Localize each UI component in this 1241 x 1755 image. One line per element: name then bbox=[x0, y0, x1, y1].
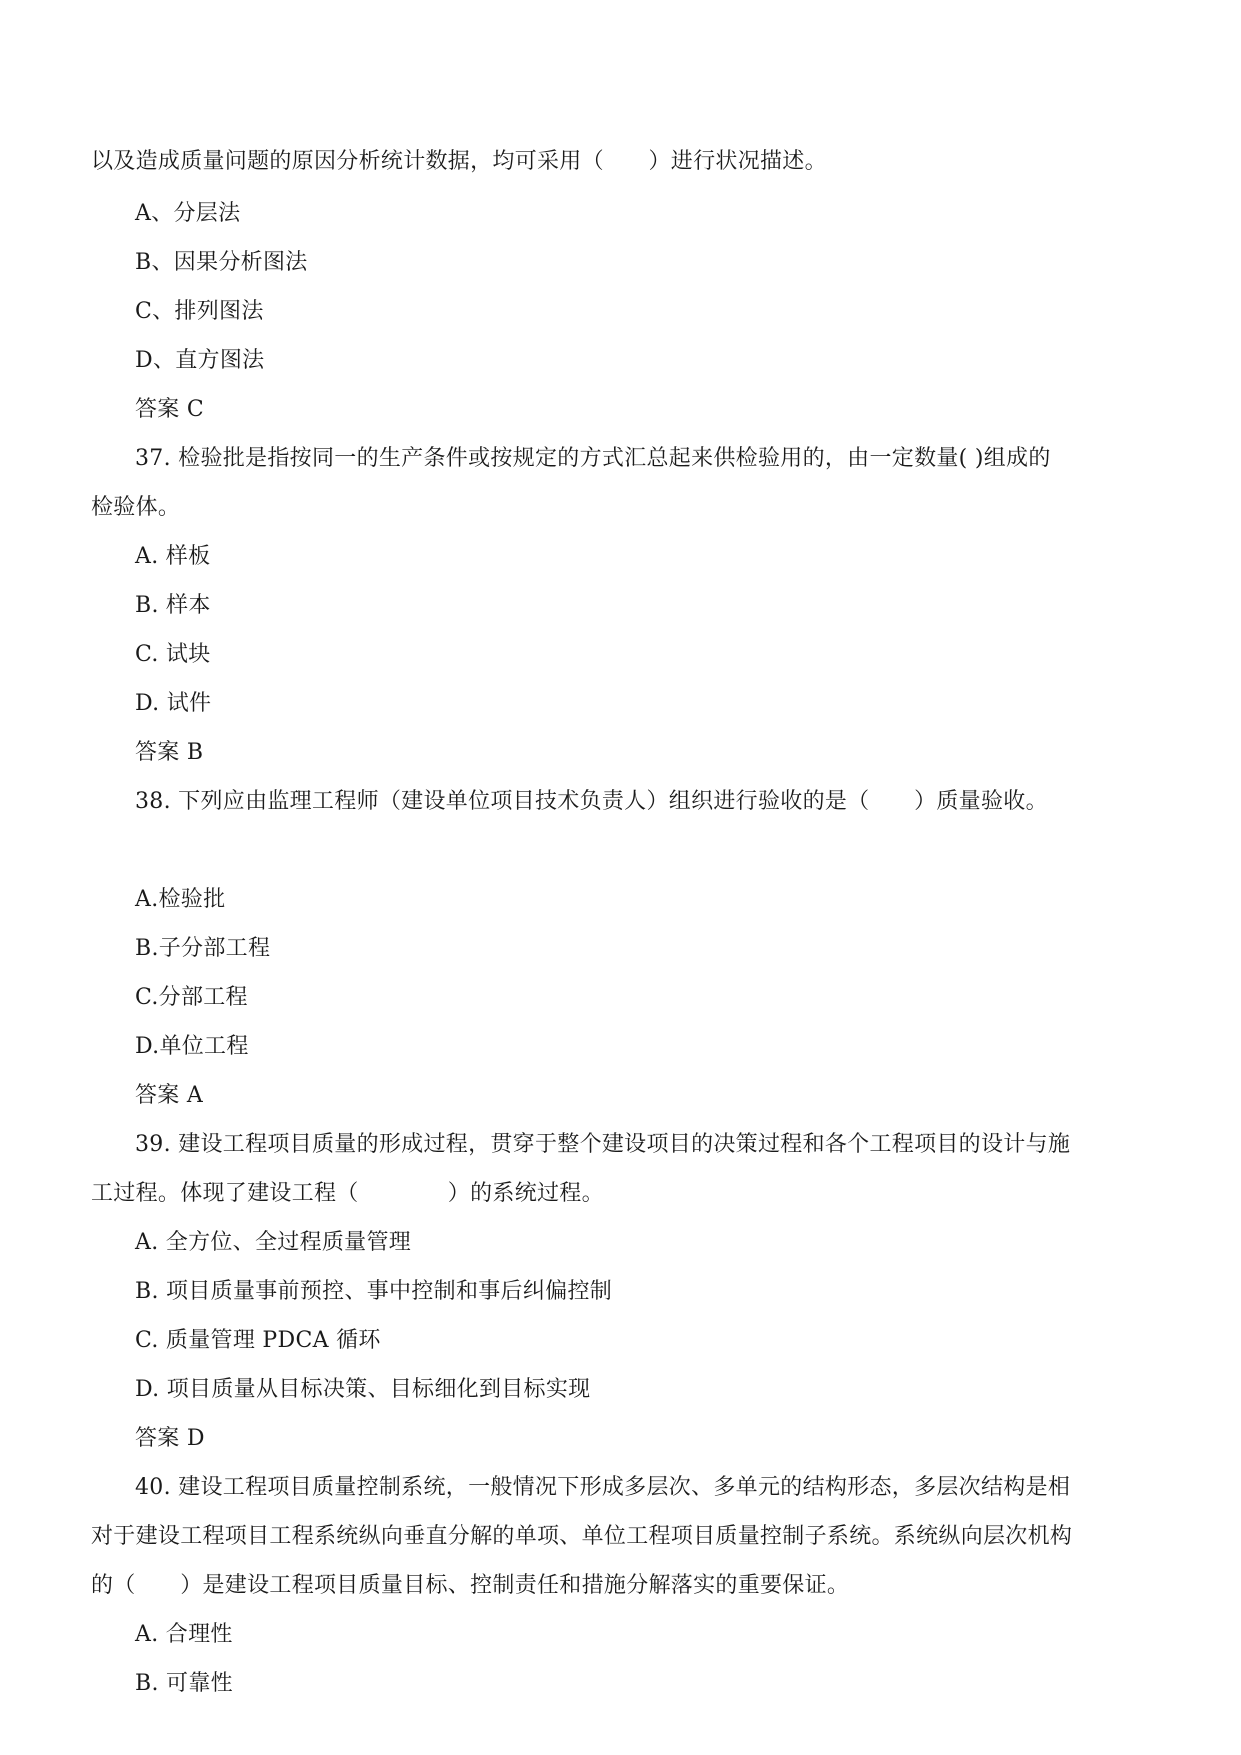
text-line: C、排列图法 bbox=[135, 299, 264, 324]
text-line: A. 全方位、全过程质量管理 bbox=[135, 1230, 412, 1255]
text-line: 工过程。体现了建设工程（ ）的系统过程。 bbox=[91, 1181, 604, 1206]
text-line: 答案 B bbox=[135, 740, 204, 765]
text-line: A. 样板 bbox=[135, 544, 211, 569]
text-line: 39. 建设工程项目质量的形成过程，贯穿于整个建设项目的决策过程和各个工程项目的设计与施 bbox=[135, 1132, 1071, 1157]
text-line: D.单位工程 bbox=[135, 1034, 249, 1059]
text-line: C.分部工程 bbox=[135, 985, 248, 1010]
text-line: D、直方图法 bbox=[135, 348, 265, 373]
text-line: B. 可靠性 bbox=[135, 1671, 233, 1696]
text-line: C. 质量管理 PDCA 循环 bbox=[135, 1328, 381, 1353]
text-line: 检验体。 bbox=[91, 495, 181, 520]
text-line: 40. 建设工程项目质量控制系统，一般情况下形成多层次、多单元的结构形态，多层次结构是相 bbox=[135, 1475, 1071, 1500]
text-line: D. 项目质量从目标决策、目标细化到目标实现 bbox=[135, 1377, 591, 1402]
text-line: 以及造成质量问题的原因分析统计数据，均可采用（ ）进行状况描述。 bbox=[91, 149, 827, 174]
text-line: A、分层法 bbox=[135, 201, 241, 226]
text-line: B.子分部工程 bbox=[135, 936, 271, 961]
text-line: B. 项目质量事前预控、事中控制和事后纠偏控制 bbox=[135, 1279, 613, 1304]
text-line: 答案 A bbox=[135, 1083, 204, 1108]
text-line: A. 合理性 bbox=[135, 1622, 233, 1647]
text-line: 38. 下列应由监理工程师（建设单位项目技术负责人）组织进行验收的是（ ）质量验收。 bbox=[135, 789, 1048, 814]
text-line: A.检验批 bbox=[135, 887, 226, 912]
text-line: 的（ ）是建设工程项目质量目标、控制责任和措施分解落实的重要保证。 bbox=[91, 1573, 850, 1598]
text-line: 对于建设工程项目工程系统纵向垂直分解的单项、单位工程项目质量控制子系统。系统纵向层次机构 bbox=[91, 1524, 1073, 1549]
text-line: 37. 检验批是指按同一的生产条件或按规定的方式汇总起来供检验用的，由一定数量( )组成的 bbox=[135, 446, 1051, 471]
text-line: 答案 C bbox=[135, 397, 205, 422]
text-line: B. 样本 bbox=[135, 593, 211, 618]
text-line: 答案 D bbox=[135, 1426, 205, 1451]
text-line: D. 试件 bbox=[135, 691, 212, 716]
text-line: B、因果分析图法 bbox=[135, 250, 308, 275]
text-line: C. 试块 bbox=[135, 642, 211, 667]
